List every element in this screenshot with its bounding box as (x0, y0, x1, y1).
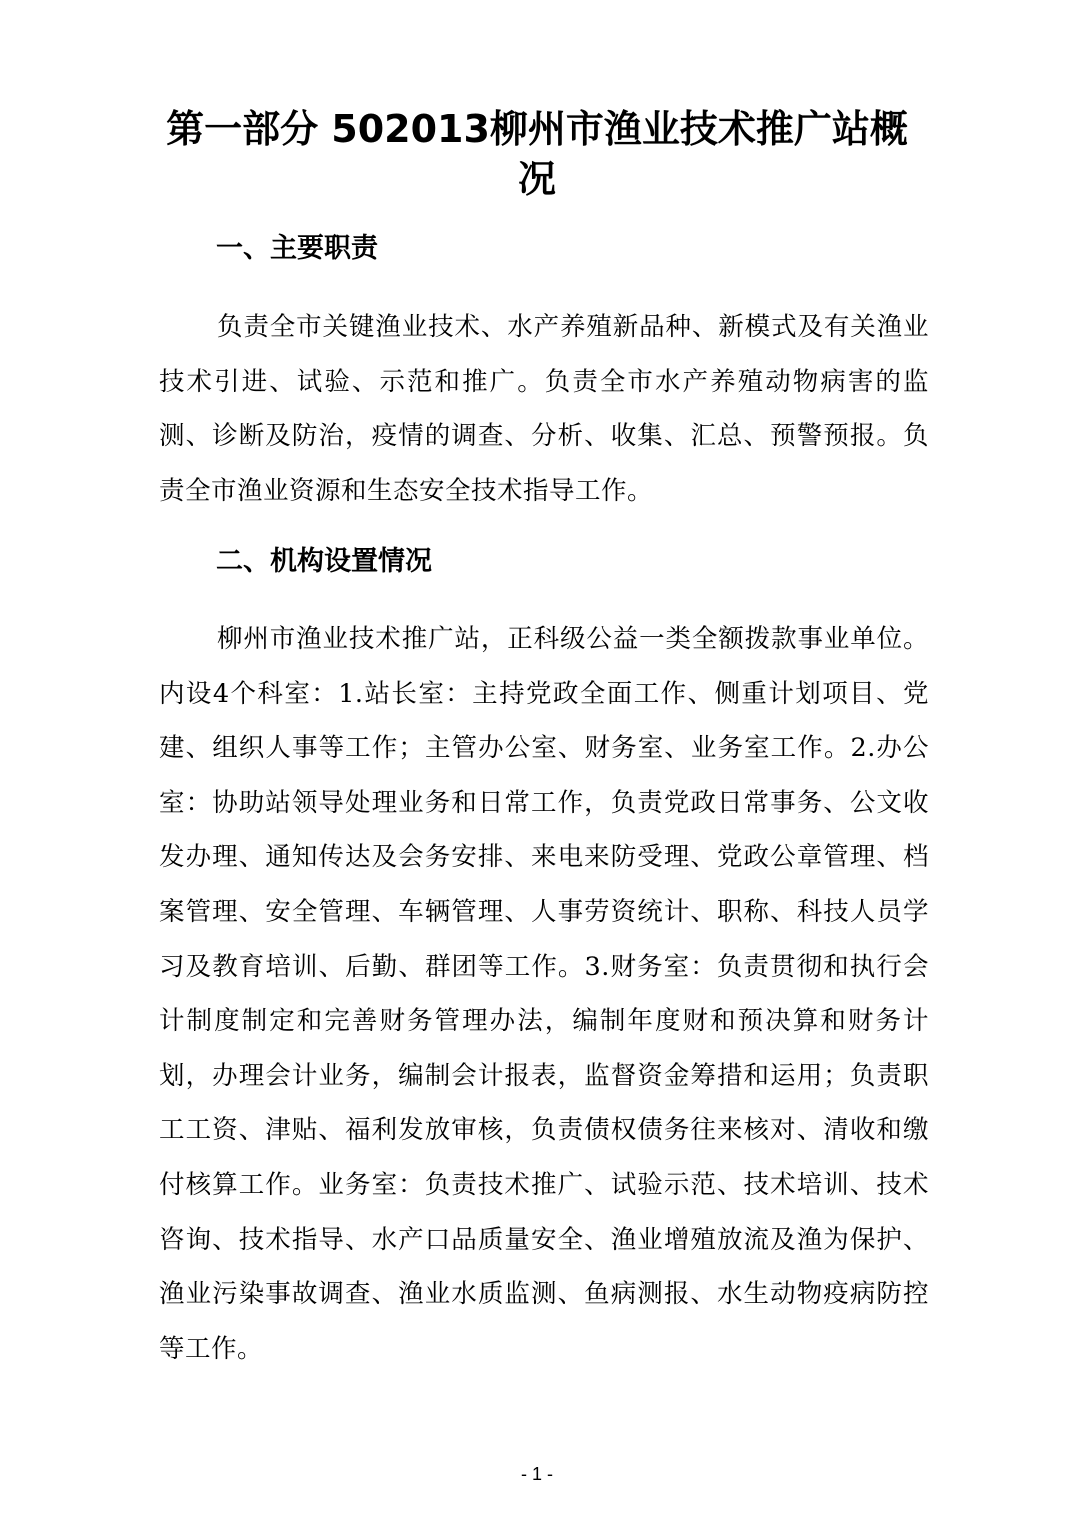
document-title: 第一部分 502013柳州市渔业技术推广站概况 (166, 107, 908, 201)
section-heading-main-duties: 一、主要职责 (216, 233, 378, 264)
main-duties-paragraph: 负责全市关键渔业技术、水产养殖新品种、新模式及有关渔业技术引进、试验、示范和推广。负责全市水产养殖动物病害的监测、诊断及防治，疫情的调查、分析、收集、汇总、预警预报。负责全市渔业资源和生态安全技术指导工作。 (159, 312, 929, 506)
section-heading-organization: 二、机构设置情况 (216, 546, 432, 577)
page-number: - 1 - (520, 1464, 553, 1484)
organization-paragraph: 柳州市渔业技术推广站，正科级公益一类全额拨款事业单位。内设4个科室：1.站长室：主持党政全面工作、侧重计划项目、党建、组织人事等工作；主管办公室、财务室、业务室工作。2.办公室：协助站领导处理业务和日常工作，负责党政日常事务、公文收发办理、通知传达及会务安排、来电来防受理、党政公章管理、档案管理、安全管理、车辆管理、人事劳资统计、职称、科技人员学习及教育培训、后勤、群团等工作。3.财务室：负责贯彻和执行会计制度制定和完善财务管理办法，编制年度财和预决算和财务计划，办理会计业务，编制会计报表，监督资金筹措和运用；负责职工工资、津贴、福利发放审核，负责债权债务往来核对、清收和缴付核算工作。业务室：负责技术推广、试验示范、技术培训、技术咨询、技术指导、水产口品质量安全、渔业增殖放流及渔为保护、渔业污染事故调查、渔业水质监测、鱼病测报、水生动物疫病防控等工作。 (159, 624, 929, 1364)
